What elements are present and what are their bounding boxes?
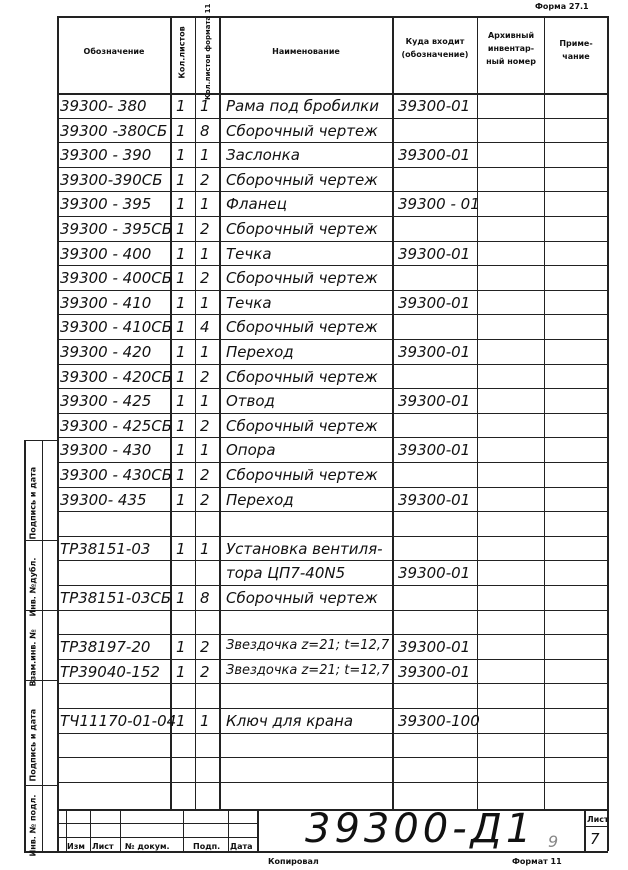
- title-line: [57, 837, 257, 838]
- side-frame: [24, 440, 26, 851]
- header-designation: Обозначение: [83, 47, 145, 56]
- designation-cell: 39300-390СБ: [60, 171, 163, 189]
- where-used-cell: 39300-01: [398, 663, 471, 681]
- title-line: [584, 826, 608, 827]
- header-name: Наименование: [272, 47, 340, 56]
- designation-cell: 39300 - 400: [60, 245, 152, 263]
- sheets-a4-cell: 1: [200, 245, 210, 263]
- row-line: [57, 437, 608, 438]
- row-line: [57, 782, 608, 783]
- where-used-cell: 39300-01: [398, 294, 471, 312]
- sheets-a4-cell: 2: [200, 417, 210, 435]
- designation-cell: 39300 - 425: [60, 392, 152, 410]
- designation-cell: 39300 - 430СБ: [60, 466, 173, 484]
- sheets-a4-cell: 1: [200, 343, 210, 361]
- sheets-cell: 1: [176, 269, 186, 287]
- sheets-a4-cell: 1: [200, 392, 210, 410]
- name-cell: Сборочный чертеж: [226, 417, 378, 435]
- designation-cell: 39300 - 395: [60, 195, 152, 213]
- small-mark: 9: [548, 832, 559, 851]
- header-sheets-a4: Кол.листов формата 11: [204, 3, 212, 100]
- name-cell: Установка вентиля-: [226, 540, 383, 558]
- where-used-cell: 39300-01: [398, 97, 471, 115]
- row-line: [57, 413, 608, 414]
- row-line: [57, 314, 608, 315]
- sheets-cell: 1: [176, 368, 186, 386]
- sheets-cell: 1: [176, 417, 186, 435]
- sheets-cell: 1: [176, 122, 186, 140]
- row-line: [57, 462, 608, 463]
- sheets-a4-cell: 1: [200, 195, 210, 213]
- sheets-a4-cell: 1: [200, 540, 210, 558]
- sheets-cell: 1: [176, 245, 186, 263]
- sheets-cell: 1: [176, 97, 186, 115]
- where-used-cell: 39300-01: [398, 564, 471, 582]
- designation-cell: ТР38151-03СБ: [60, 589, 172, 607]
- name-cell: Отвод: [226, 392, 275, 410]
- designation-cell: 39300 - 420СБ: [60, 368, 173, 386]
- row-line: [57, 191, 608, 192]
- name-cell: Переход: [226, 343, 294, 361]
- sheets-a4-cell: 1: [200, 146, 210, 164]
- designation-cell: 39300 - 420: [60, 343, 152, 361]
- sheets-cell: 1: [176, 294, 186, 312]
- sheets-a4-cell: 2: [200, 368, 210, 386]
- header-sheets: Кол.листов: [177, 26, 187, 79]
- title-col-list: Лист: [92, 842, 114, 851]
- row-line: [57, 216, 608, 217]
- name-cell: Течка: [226, 294, 272, 312]
- row-line: [57, 659, 608, 660]
- frame-top: [57, 16, 608, 18]
- header-where-used: Куда входит (обозначение): [401, 37, 469, 59]
- sheet-value: 7: [590, 830, 600, 848]
- where-used-cell: 39300-01: [398, 245, 471, 263]
- title-col: [120, 809, 121, 851]
- sheets-cell: 1: [176, 318, 186, 336]
- designation-cell: ТЧ11170-01-04: [60, 712, 177, 730]
- title-col-sign: Подп.: [193, 842, 221, 851]
- name-cell: Рама под бробилки: [226, 97, 379, 115]
- doc-number: 39300-Д1: [305, 806, 536, 852]
- sheets-cell: 1: [176, 712, 186, 730]
- row-line: [57, 757, 608, 758]
- header-archive: Архивный инвентар- ный номер: [486, 31, 536, 66]
- where-used-cell: 39300-100: [398, 712, 480, 730]
- sheets-cell: 1: [176, 663, 186, 681]
- side-label-sign-date: Подпись и дата: [28, 466, 38, 540]
- row-line: [57, 265, 608, 266]
- sheets-cell: 1: [176, 638, 186, 656]
- name-cell: Опора: [226, 441, 276, 459]
- sheets-a4-cell: 8: [200, 589, 210, 607]
- row-line: [57, 487, 608, 488]
- side-divider: [42, 440, 43, 851]
- sheet-label: Лист: [587, 815, 609, 824]
- sheets-a4-cell: 2: [200, 466, 210, 484]
- sheets-cell: 1: [176, 491, 186, 509]
- footer-format: Формат 11: [512, 857, 562, 866]
- sheets-a4-cell: 2: [200, 220, 210, 238]
- where-used-cell: 39300-01: [398, 392, 471, 410]
- sheets-a4-cell: 2: [200, 269, 210, 287]
- designation-cell: 39300 - 410: [60, 294, 152, 312]
- designation-cell: ТР38151-03: [60, 540, 151, 558]
- designation-cell: 39300 - 410СБ: [60, 318, 173, 336]
- designation-cell: 39300- 435: [60, 491, 147, 509]
- header-line: [57, 93, 608, 95]
- name-cell: тора ЦП7-40N5: [226, 564, 346, 582]
- sheets-cell: 1: [176, 146, 186, 164]
- name-cell: Ключ для крана: [226, 712, 354, 730]
- row-line: [57, 560, 608, 561]
- sheets-cell: 1: [176, 220, 186, 238]
- sheets-a4-cell: 1: [200, 97, 210, 115]
- row-line: [57, 290, 608, 291]
- row-line: [57, 511, 608, 512]
- sheets-a4-cell: 4: [200, 318, 210, 336]
- sheets-a4-cell: 1: [200, 294, 210, 312]
- side-label-replaced-inv: Взам.инв. №: [28, 629, 38, 687]
- row-line: [57, 536, 608, 537]
- sheets-a4-cell: 1: [200, 441, 210, 459]
- sheets-a4-cell: 2: [200, 171, 210, 189]
- title-col-izm: Изм: [67, 842, 85, 851]
- name-cell: Сборочный чертеж: [226, 122, 378, 140]
- name-cell: Сборочный чертеж: [226, 466, 378, 484]
- row-line: [57, 364, 608, 365]
- sheets-cell: 1: [176, 466, 186, 484]
- sheets-cell: 1: [176, 540, 186, 558]
- sheets-a4-cell: 8: [200, 122, 210, 140]
- row-line: [57, 167, 608, 168]
- name-cell: Сборочный чертеж: [226, 269, 378, 287]
- row-line: [57, 388, 608, 389]
- name-cell: Звездочка z=21; t=12,7: [226, 663, 390, 678]
- name-cell: Переход: [226, 491, 294, 509]
- title-col: [257, 809, 259, 851]
- sheets-a4-cell: 2: [200, 663, 210, 681]
- title-col-doc: № докум.: [125, 842, 170, 851]
- title-col: [183, 809, 184, 851]
- sheets-cell: 1: [176, 441, 186, 459]
- title-line: [57, 823, 257, 824]
- designation-cell: ТР39040-152: [60, 663, 160, 681]
- side-label-dup-inv: Инв. №дубл.: [28, 557, 38, 617]
- name-cell: Течка: [226, 245, 272, 263]
- sheets-cell: 1: [176, 195, 186, 213]
- sheets-cell: 1: [176, 392, 186, 410]
- row-line: [57, 118, 608, 119]
- designation-cell: ТР38197-20: [60, 638, 151, 656]
- name-cell: Сборочный чертеж: [226, 368, 378, 386]
- sheets-cell: 1: [176, 589, 186, 607]
- row-line: [57, 634, 608, 635]
- designation-cell: 39300 - 430: [60, 441, 152, 459]
- side-label-orig-inv: Инв. № подл.: [28, 794, 38, 857]
- where-used-cell: 39300-01: [398, 638, 471, 656]
- form-label: Форма 27.1: [535, 2, 589, 11]
- designation-cell: 39300 - 390: [60, 146, 152, 164]
- where-used-cell: 39300-01: [398, 146, 471, 164]
- designation-cell: 39300 -380СБ: [60, 122, 168, 140]
- row-line: [57, 339, 608, 340]
- designation-cell: 39300 - 395СБ: [60, 220, 173, 238]
- designation-cell: 39300- 380: [60, 97, 147, 115]
- row-line: [57, 708, 608, 709]
- title-col: [584, 809, 586, 851]
- row-line: [57, 733, 608, 734]
- title-col: [228, 809, 229, 851]
- where-used-cell: 39300 - 01: [398, 195, 480, 213]
- row-line: [57, 241, 608, 242]
- footer-copied: Копировал: [268, 857, 319, 866]
- sheets-a4-cell: 2: [200, 491, 210, 509]
- sheets-cell: 1: [176, 343, 186, 361]
- name-cell: Сборочный чертеж: [226, 318, 378, 336]
- row-line: [57, 142, 608, 143]
- name-cell: Сборочный чертеж: [226, 171, 378, 189]
- name-cell: Сборочный чертеж: [226, 589, 378, 607]
- title-col: [90, 809, 91, 851]
- sheets-a4-cell: 1: [200, 712, 210, 730]
- name-cell: Заслонка: [226, 146, 300, 164]
- where-used-cell: 39300-01: [398, 441, 471, 459]
- side-label-sign-date-2: Подпись и дата: [28, 708, 38, 782]
- row-line: [57, 683, 608, 684]
- where-used-cell: 39300-01: [398, 491, 471, 509]
- where-used-cell: 39300-01: [398, 343, 471, 361]
- name-cell: Фланец: [226, 195, 287, 213]
- row-line: [57, 610, 608, 611]
- header-note: Приме- чание: [559, 39, 593, 61]
- sheets-cell: 1: [176, 171, 186, 189]
- title-col-date: Дата: [230, 842, 253, 851]
- name-cell: Сборочный чертеж: [226, 220, 378, 238]
- designation-cell: 39300 - 400СБ: [60, 269, 173, 287]
- row-line: [57, 585, 608, 586]
- name-cell: Звездочка z=21; t=12,7: [226, 638, 390, 653]
- sheets-a4-cell: 2: [200, 638, 210, 656]
- designation-cell: 39300 - 425СБ: [60, 417, 173, 435]
